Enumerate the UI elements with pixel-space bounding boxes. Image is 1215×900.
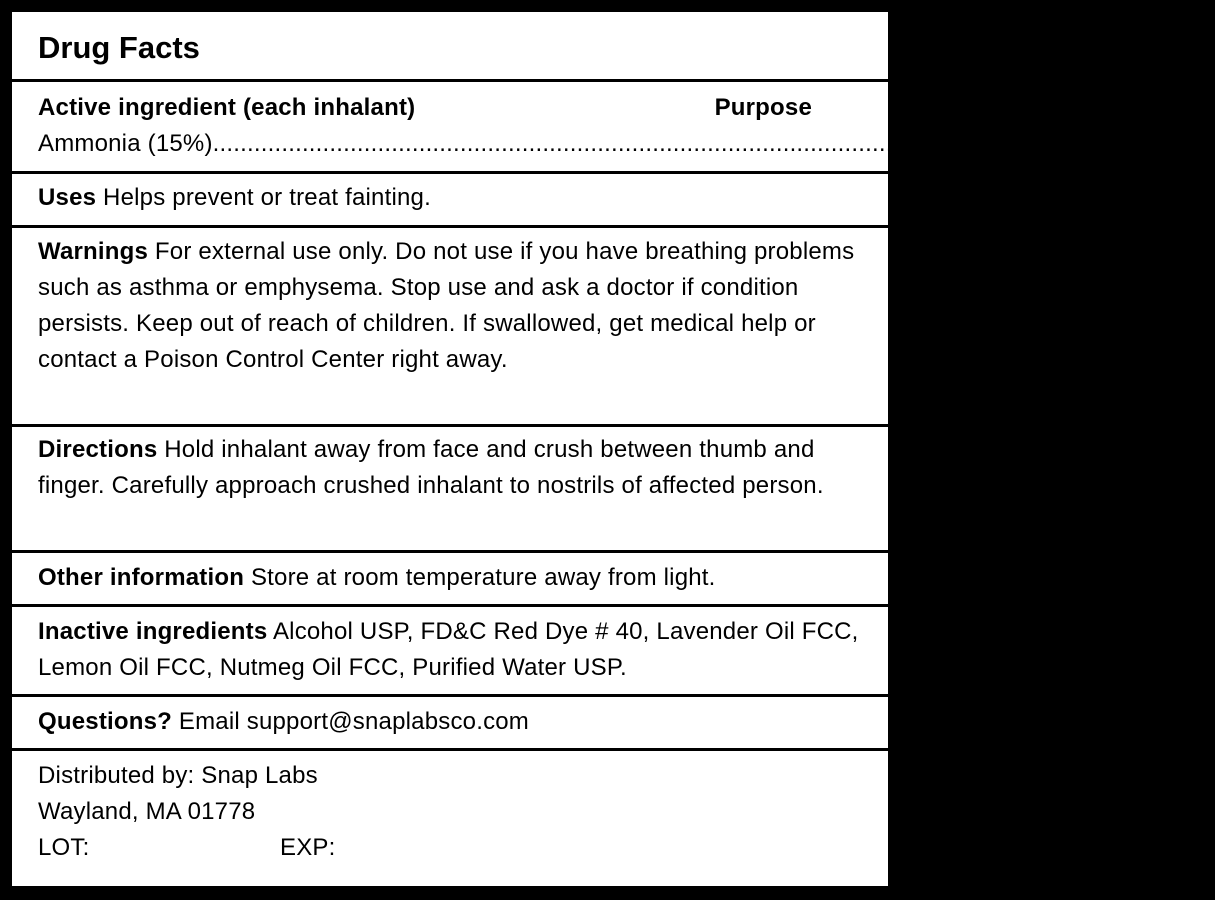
divider: [12, 225, 888, 228]
warnings-heading: Warnings: [38, 238, 149, 265]
uses-section: [12, 180, 888, 216]
directions-heading: Directions: [38, 436, 158, 463]
divider: [12, 424, 888, 427]
uses-heading: Uses: [38, 184, 97, 211]
questions-section: [12, 704, 888, 740]
inactive-ingredients-section: [12, 614, 888, 686]
distributor-section: [12, 758, 888, 866]
distributor-name: Distributed by: Snap Labs: [38, 762, 318, 789]
other-information-heading: Other information: [38, 564, 245, 591]
warnings-text: For external use only. Do not use if you have breathing problems such as asthma or emphysema. Stop use and ask a doctor if condition persists. Keep out of reach of children. If swallowed, get medical help or contact a Poison Control Center right away.: [38, 238, 855, 373]
drug-facts-header: [12, 30, 888, 66]
distributor-address: Wayland, MA 01778: [38, 798, 256, 825]
divider: [12, 550, 888, 553]
lot-label: LOT:: [38, 834, 90, 861]
drug-facts-title: Drug Facts: [38, 30, 200, 65]
divider: [12, 171, 888, 174]
active-ingredient-row: [38, 126, 1166, 162]
questions-heading: Questions?: [38, 708, 173, 735]
divider: [12, 604, 888, 607]
purpose-heading: Purpose: [714, 94, 812, 121]
active-ingredient-header-row: [38, 90, 868, 126]
other-information-text: Store at room temperature away from light.: [244, 564, 716, 591]
purpose-value: Inhalant: [1078, 130, 1166, 157]
divider: [12, 694, 888, 697]
directions-text: Hold inhalant away from face and crush between thumb and finger. Carefully approach crushed inhalant to nostrils of affected person.: [38, 436, 824, 499]
other-information-section: [12, 560, 888, 596]
inactive-ingredients-text: Alcohol USP, FD&C Red Dye # 40, Lavender Oil FCC, Lemon Oil FCC, Nutmeg Oil FCC, Purified Water USP.: [38, 618, 859, 681]
directions-section: [12, 432, 888, 504]
divider: [12, 748, 888, 751]
divider: [12, 79, 888, 82]
lot-exp-row: [38, 830, 868, 866]
inactive-ingredients-heading: Inactive ingredients: [38, 618, 268, 645]
questions-text: Email support@snaplabsco.com: [172, 708, 530, 735]
active-ingredient-name: Ammonia (15%): [38, 130, 213, 157]
active-ingredient-section: [12, 90, 1166, 162]
dot-leader: ..............................................................................................................................: [212, 130, 1079, 157]
active-ingredient-heading: Active ingredient (each inhalant): [38, 94, 416, 121]
drug-facts-panel: [12, 12, 1166, 886]
warnings-section: [12, 234, 888, 378]
uses-text: Helps prevent or treat fainting.: [96, 184, 431, 211]
exp-label: EXP:: [280, 834, 336, 861]
